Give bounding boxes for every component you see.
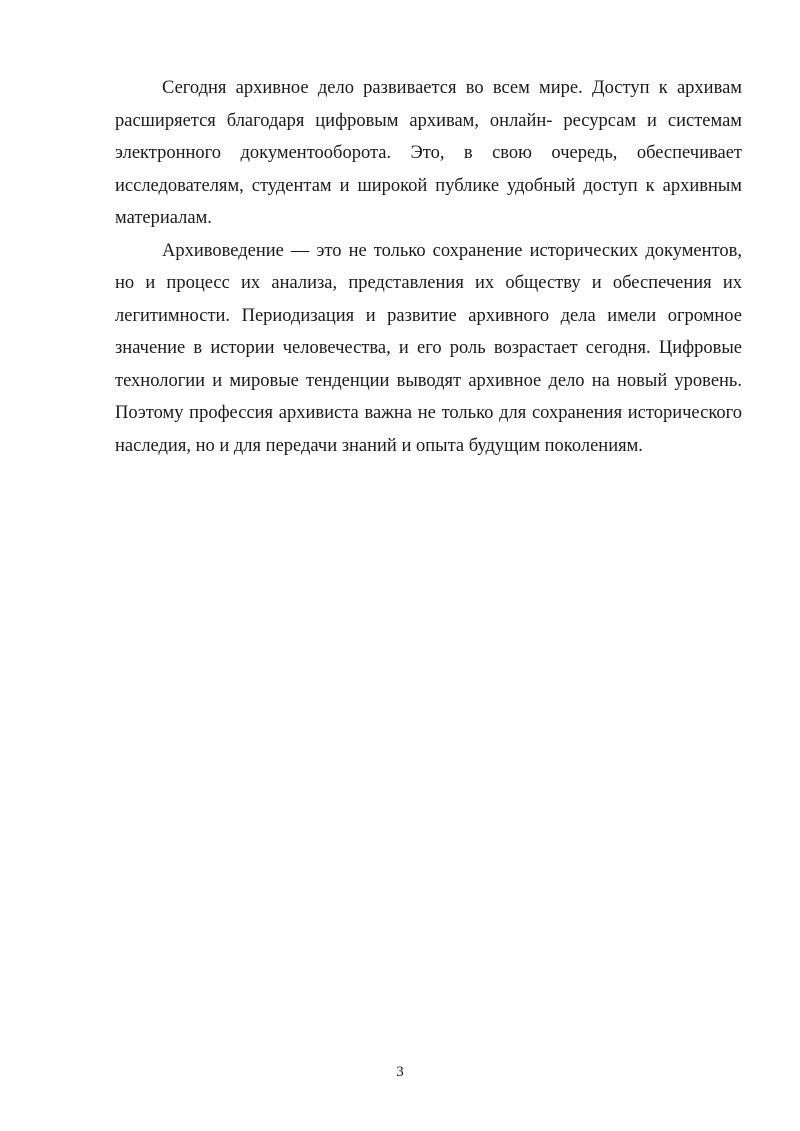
paragraph-2: Архивоведение — это не только сохранение исторических документов, но и процесс их анализа, представления их обществу и обеспечения их легитимности. Периодизация и развитие архивного дела имели огромное значение в истории человечества, и его роль возрастает сегодня. Цифровые технологии и мировые тенденции выводят архивное дело на новый уровень. Поэтому профессия архивиста важна не только для сохранения исторического наследия, но и для передачи знаний и опыта будущим поколениям. (115, 240, 742, 456)
paragraph-1: Сегодня архивное дело развивается во всем мире. Доступ к архивам расширяется благодаря цифровым архивам, онлайн- ресурсам и системам электронного документооборота. Это, в свою очередь, обеспечивает исследователям, студентам и широкой публике удобный доступ к архивным материалам. (115, 78, 742, 228)
page-number: 3 (396, 1064, 404, 1080)
body-text (115, 72, 742, 462)
